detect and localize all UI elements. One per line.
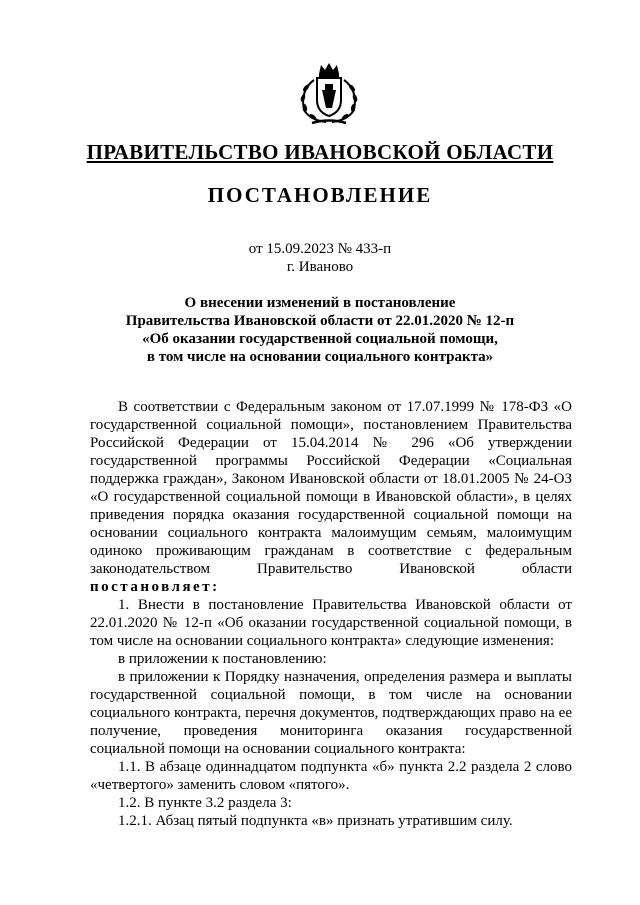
paragraph: 1. Внести в постановление Правительства Ивановской области от 22.01.2020 № 12-п «Об оказании государственной социальной помощи, в том числе на основании социального контракта» следующие изменения: [90, 597, 572, 649]
paragraph: 1.2. В пункте 3.2 раздела 3: [118, 795, 292, 811]
document-body [90, 398, 572, 830]
document-date-number: от 15.09.2023 № 433-п [248, 241, 392, 257]
paragraph: 1.1. В абзаце одиннадцатом подпункта «б» пункта 2.2 раздела 2 слово «четвертого» заменить словом «пятого». [90, 759, 572, 793]
subject-line: О внесении изменений в постановление [184, 295, 456, 311]
date-and-place [0, 240, 640, 276]
paragraph: в приложении к постановлению: [118, 651, 327, 667]
preamble-paragraph [90, 398, 572, 596]
document-city: г. Иваново [286, 259, 354, 275]
preamble-text: В соответствии с Федеральным законом от 17.07.1999 № 178-ФЗ «О государственной социальной помощи», постановлением Правительства Российской Федерации от 15.04.2014 № 296 «Об утверждении государственной программы Российской Федерации «Социальная поддержка граждан», Законом Ивановской области от 18.01.2005 № 24-ОЗ «О государственной социальной помощи в Ивановской области», в целях приведения порядка оказания государственной социальной помощи на основании социального контракта малоимущим семьям, малоимущим одиноко проживающим гражданам в соответствие с федеральным законодательством Правительство Ивановской области [90, 399, 572, 577]
document-subject [0, 294, 640, 366]
document-type: ПОСТАНОВЛЕНИЕ [207, 183, 433, 207]
coat-of-arms-icon [292, 60, 366, 126]
subject-line: в том числе на основании социального контракта» [146, 349, 494, 365]
paragraph: 1.2.1. Абзац пятый подпункта «в» признать утратившим силу. [118, 813, 513, 829]
paragraph: в приложении к Порядку назначения, определения размера и выплаты государственной социальной помощи, в том числе на основании социального контракта, перечня документов, подтверждающих право на ее получение, проведения мониторинга оказания государственной социальной помощи на основании социального контракта: [90, 669, 572, 757]
organization-title: ПРАВИТЕЛЬСТВО ИВАНОВСКОЙ ОБЛАСТИ [86, 140, 554, 164]
subject-line: «Об оказании государственной социальной помощи, [142, 331, 498, 347]
subject-line: Правительства Ивановской области от 22.01.2020 № 12-п [125, 313, 515, 329]
resolves-keyword: постановляет: [90, 579, 220, 595]
